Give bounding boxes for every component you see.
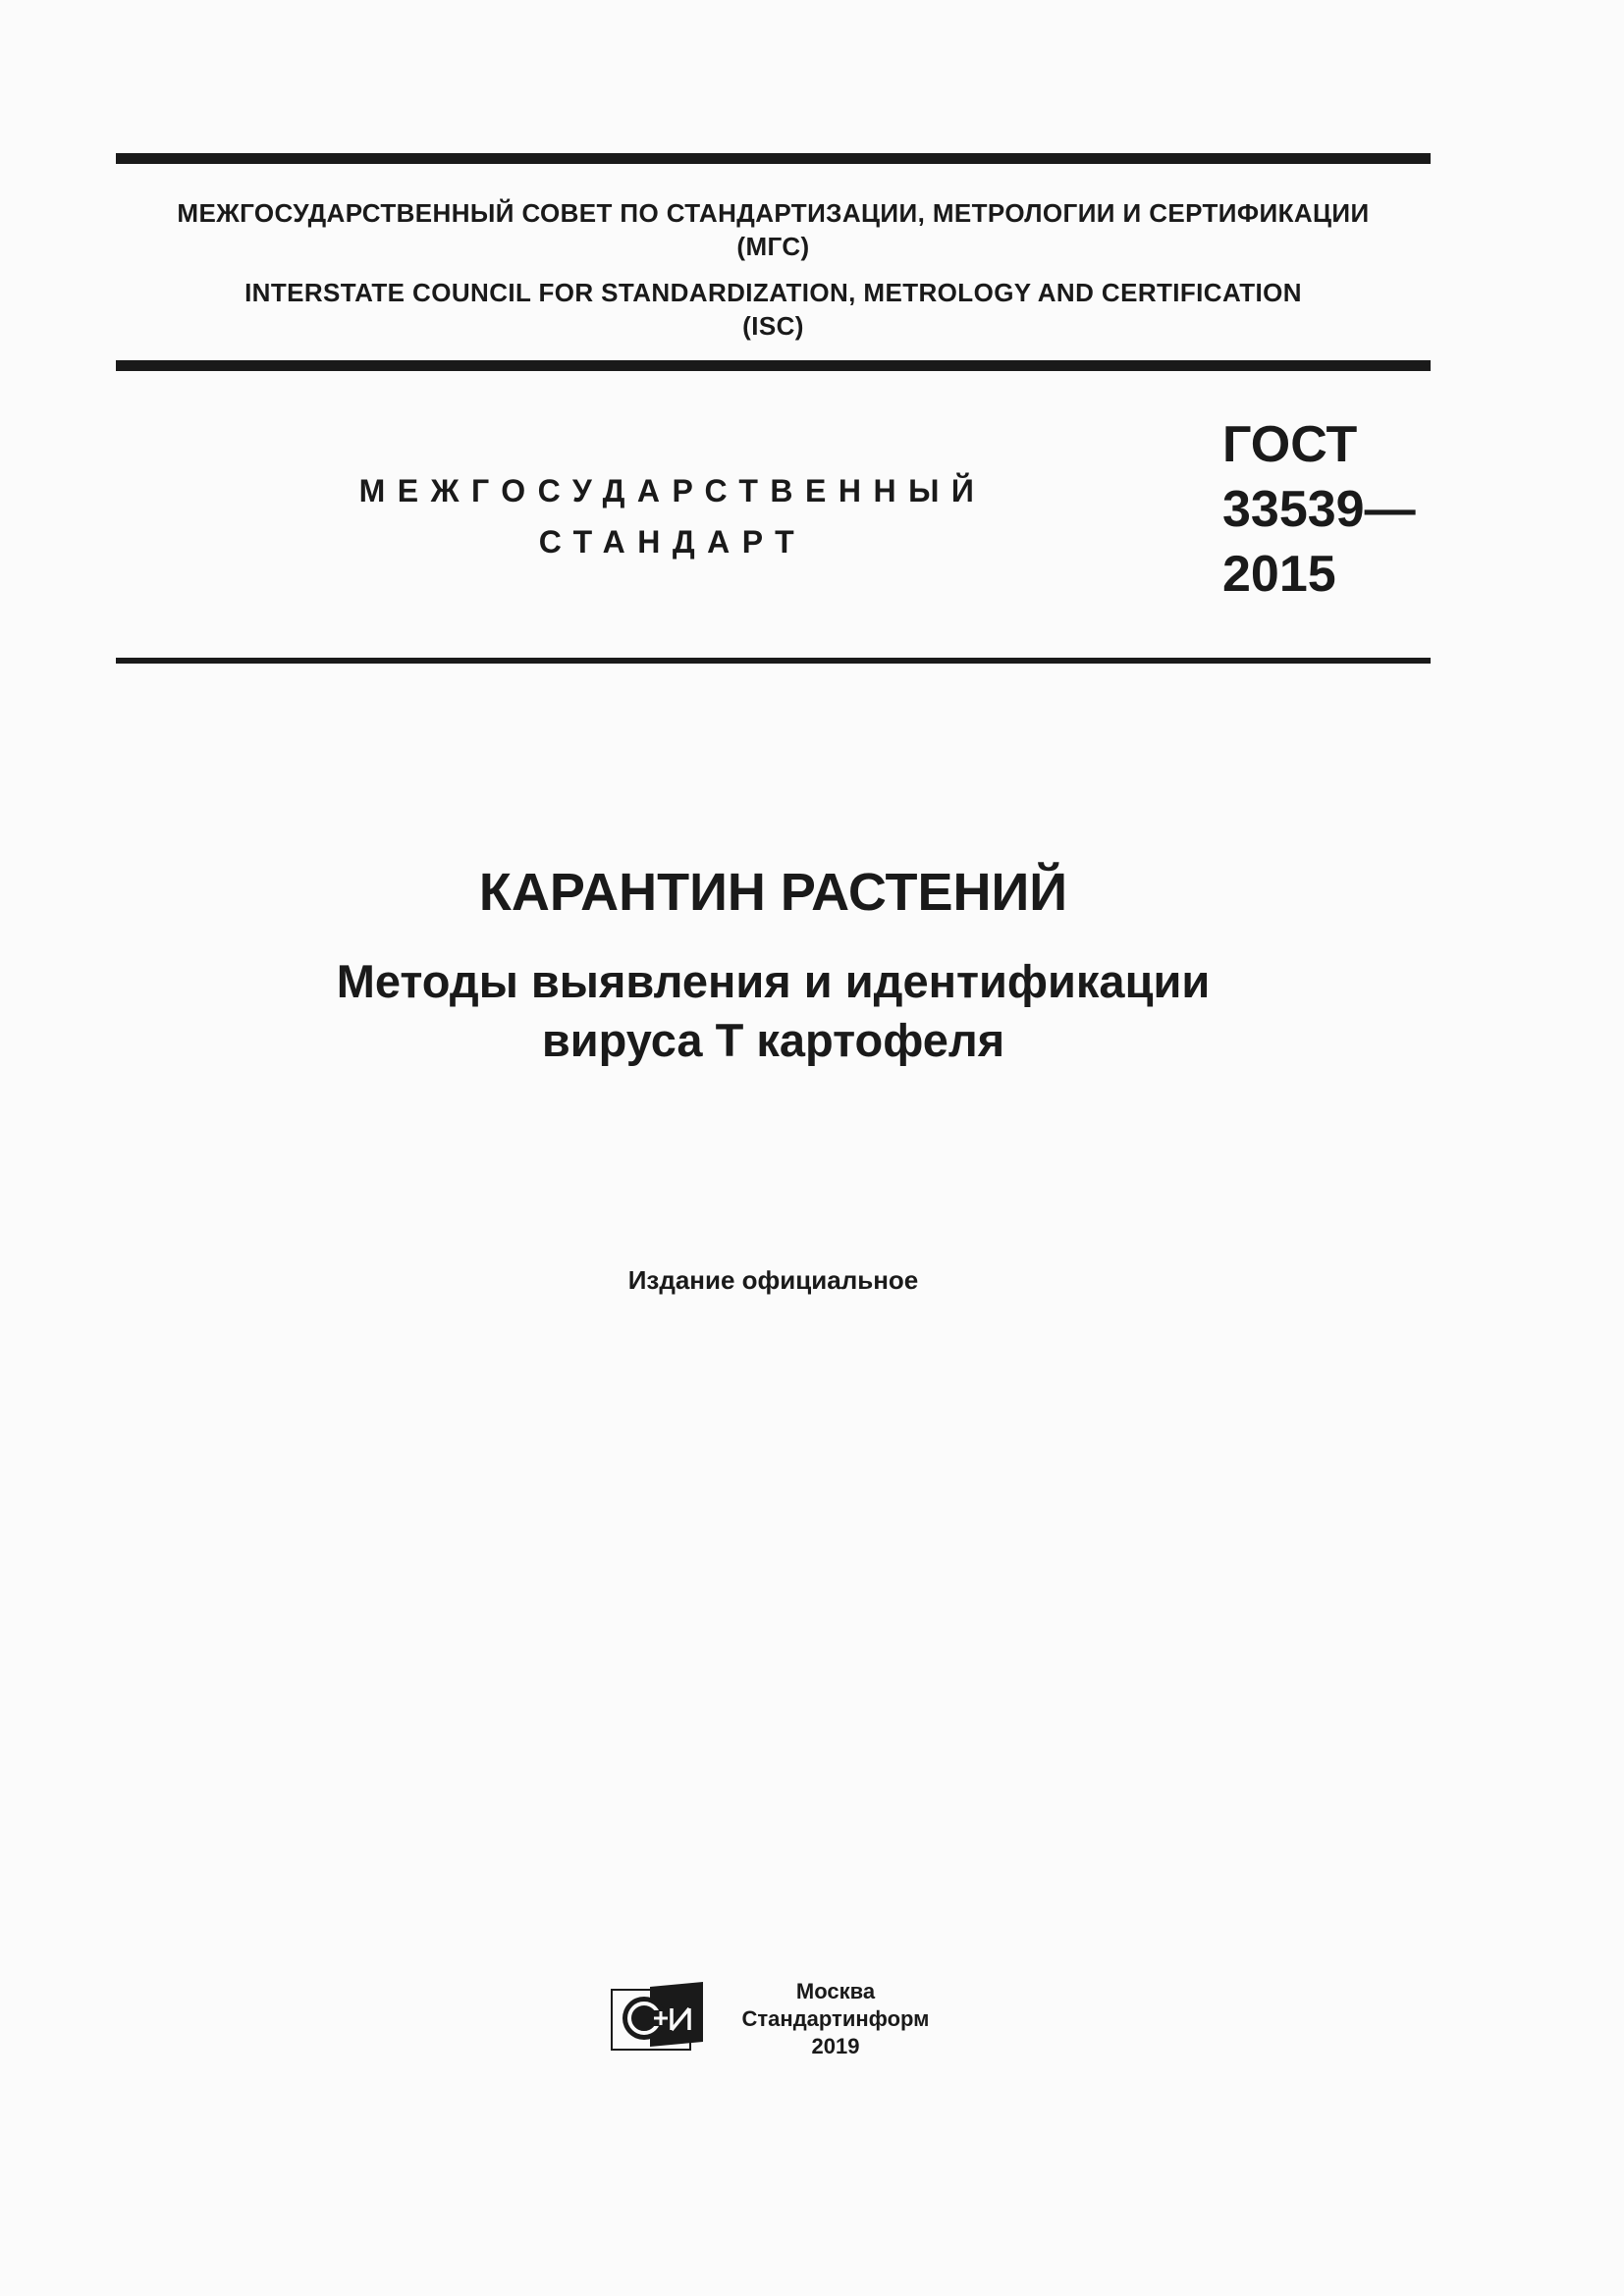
council-name-ru xyxy=(116,196,1431,263)
publisher-name: Стандартинформ xyxy=(741,2006,930,2031)
gost-label: ГОСТ xyxy=(1222,416,1358,473)
document-subtitle-line1: Методы выявления и идентификации xyxy=(336,955,1211,1007)
standard-type xyxy=(295,465,1051,567)
gost-year: 2015 xyxy=(1222,546,1336,603)
standartinform-logo-icon xyxy=(611,1981,705,2052)
publisher-city: Москва xyxy=(795,1979,876,2003)
publisher-block xyxy=(713,1978,958,2060)
council-ru-abbr: (МГС) xyxy=(736,232,810,261)
council-en: INTERSTATE COUNCIL FOR STANDARDIZATION, METROLOGY AND CERTIFICATION xyxy=(244,278,1302,307)
designation-rule xyxy=(116,658,1431,664)
council-en-abbr: (ISC) xyxy=(742,311,804,341)
top-rule xyxy=(116,153,1431,164)
document-title: КАРАНТИН РАСТЕНИЙ xyxy=(478,863,1068,922)
document-subtitle xyxy=(116,952,1431,1070)
council-ru: МЕЖГОСУДАРСТВЕННЫЙ СОВЕТ ПО СТАНДАРТИЗАЦИИ, МЕТРОЛОГИИ И СЕРТИФИКАЦИИ xyxy=(177,198,1370,228)
standard-type-line1: МЕЖГОСУДАРСТВЕННЫЙ xyxy=(358,473,987,508)
standartinform-logo xyxy=(611,1981,705,2052)
edition-note: Издание официальное xyxy=(627,1265,919,1295)
header-rule xyxy=(116,360,1431,371)
publisher-year: 2019 xyxy=(811,2034,860,2058)
gost-number: 33539— xyxy=(1222,481,1416,538)
document-subtitle-line2: вируса Т картофеля xyxy=(541,1014,1005,1066)
gost-designation xyxy=(1222,412,1416,607)
standard-type-line2: СТАНДАРТ xyxy=(538,524,807,560)
council-name-en xyxy=(116,276,1431,343)
